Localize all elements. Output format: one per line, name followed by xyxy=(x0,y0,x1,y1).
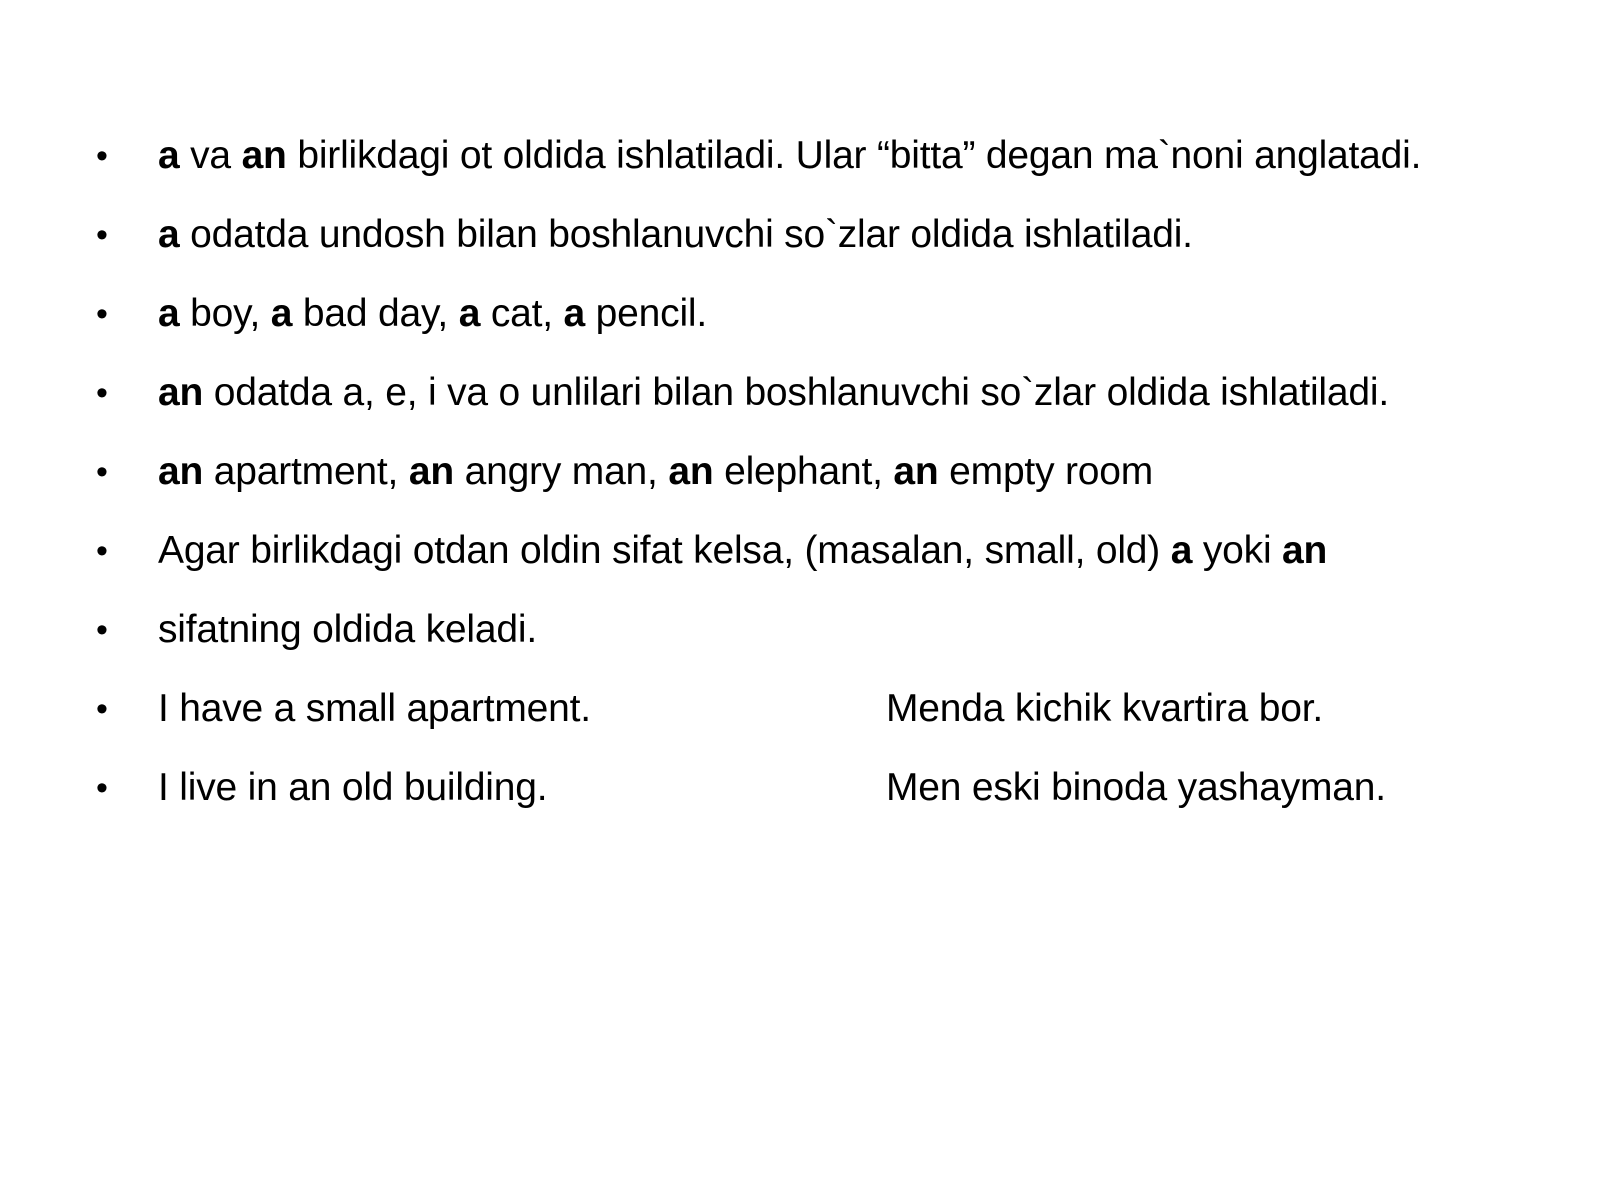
bullet-list xyxy=(96,128,1506,839)
article-an: an xyxy=(893,450,939,493)
bullet-icon: • xyxy=(96,690,108,728)
text: odatda undosh bilan boshlanuvchi so`zlar oldida ishlatiladi. xyxy=(179,213,1193,256)
bullet-icon: • xyxy=(96,137,108,175)
bullet-icon: • xyxy=(96,611,108,649)
bullet-item-8 xyxy=(96,681,1506,737)
article-an: an xyxy=(1282,529,1328,572)
text: yoki xyxy=(1192,529,1283,572)
bullet-item-4 xyxy=(96,365,1506,421)
article-a: a xyxy=(458,292,481,335)
bullet-item-9 xyxy=(96,760,1506,816)
bullet-icon: • xyxy=(96,295,108,333)
example-row xyxy=(158,760,1506,816)
bullet-icon: • xyxy=(96,769,108,807)
text: sifatning oldida keladi. xyxy=(158,608,537,651)
text: bad day, xyxy=(292,292,459,335)
text: apartment, xyxy=(203,450,409,493)
bullet-icon: • xyxy=(96,453,108,491)
example-uzbek: Men eski binoda yashayman. xyxy=(886,766,1386,809)
article-an: an xyxy=(158,450,204,493)
article-a: a xyxy=(158,292,180,335)
bullet-item-2 xyxy=(96,207,1506,263)
example-english: I have a small apartment. xyxy=(158,687,591,730)
bullet-item-6 xyxy=(96,523,1506,579)
article-a: a xyxy=(270,292,293,335)
article-an: an xyxy=(158,371,204,414)
text: elephant, xyxy=(713,450,894,493)
text: Agar birlikdagi otdan oldin sifat kelsa, (masalan, small, old) xyxy=(158,529,1171,572)
bullet-icon: • xyxy=(96,216,108,254)
bullet-item-1 xyxy=(96,128,1506,184)
article-a: a xyxy=(1170,529,1193,572)
text: angry man, xyxy=(453,450,669,493)
article-a: a xyxy=(563,292,586,335)
article-an: an xyxy=(668,450,714,493)
bullet-icon: • xyxy=(96,374,108,412)
text: boy, xyxy=(179,292,271,335)
bullet-item-5 xyxy=(96,444,1506,500)
article-an: an xyxy=(408,450,454,493)
example-english: I live in an old building. xyxy=(158,766,548,809)
text: va xyxy=(179,134,242,177)
text: odatda a, e, i va o unlilari bilan boshlanuvchi so`zlar oldida ishlatiladi. xyxy=(203,371,1389,414)
text: empty room xyxy=(938,450,1154,493)
bullet-item-3 xyxy=(96,286,1506,342)
text: birlikdagi ot oldida ishlatiladi. Ular “bitta” degan ma`noni anglatadi. xyxy=(286,134,1422,177)
example-uzbek: Menda kichik kvartira bor. xyxy=(886,687,1323,730)
article-a: a xyxy=(158,213,180,256)
bullet-item-7 xyxy=(96,602,1506,658)
example-row xyxy=(158,681,1506,737)
article-a: a xyxy=(158,134,180,177)
bullet-icon: • xyxy=(96,532,108,570)
text: pencil. xyxy=(585,292,708,335)
text: cat, xyxy=(480,292,564,335)
article-an: an xyxy=(241,134,287,177)
